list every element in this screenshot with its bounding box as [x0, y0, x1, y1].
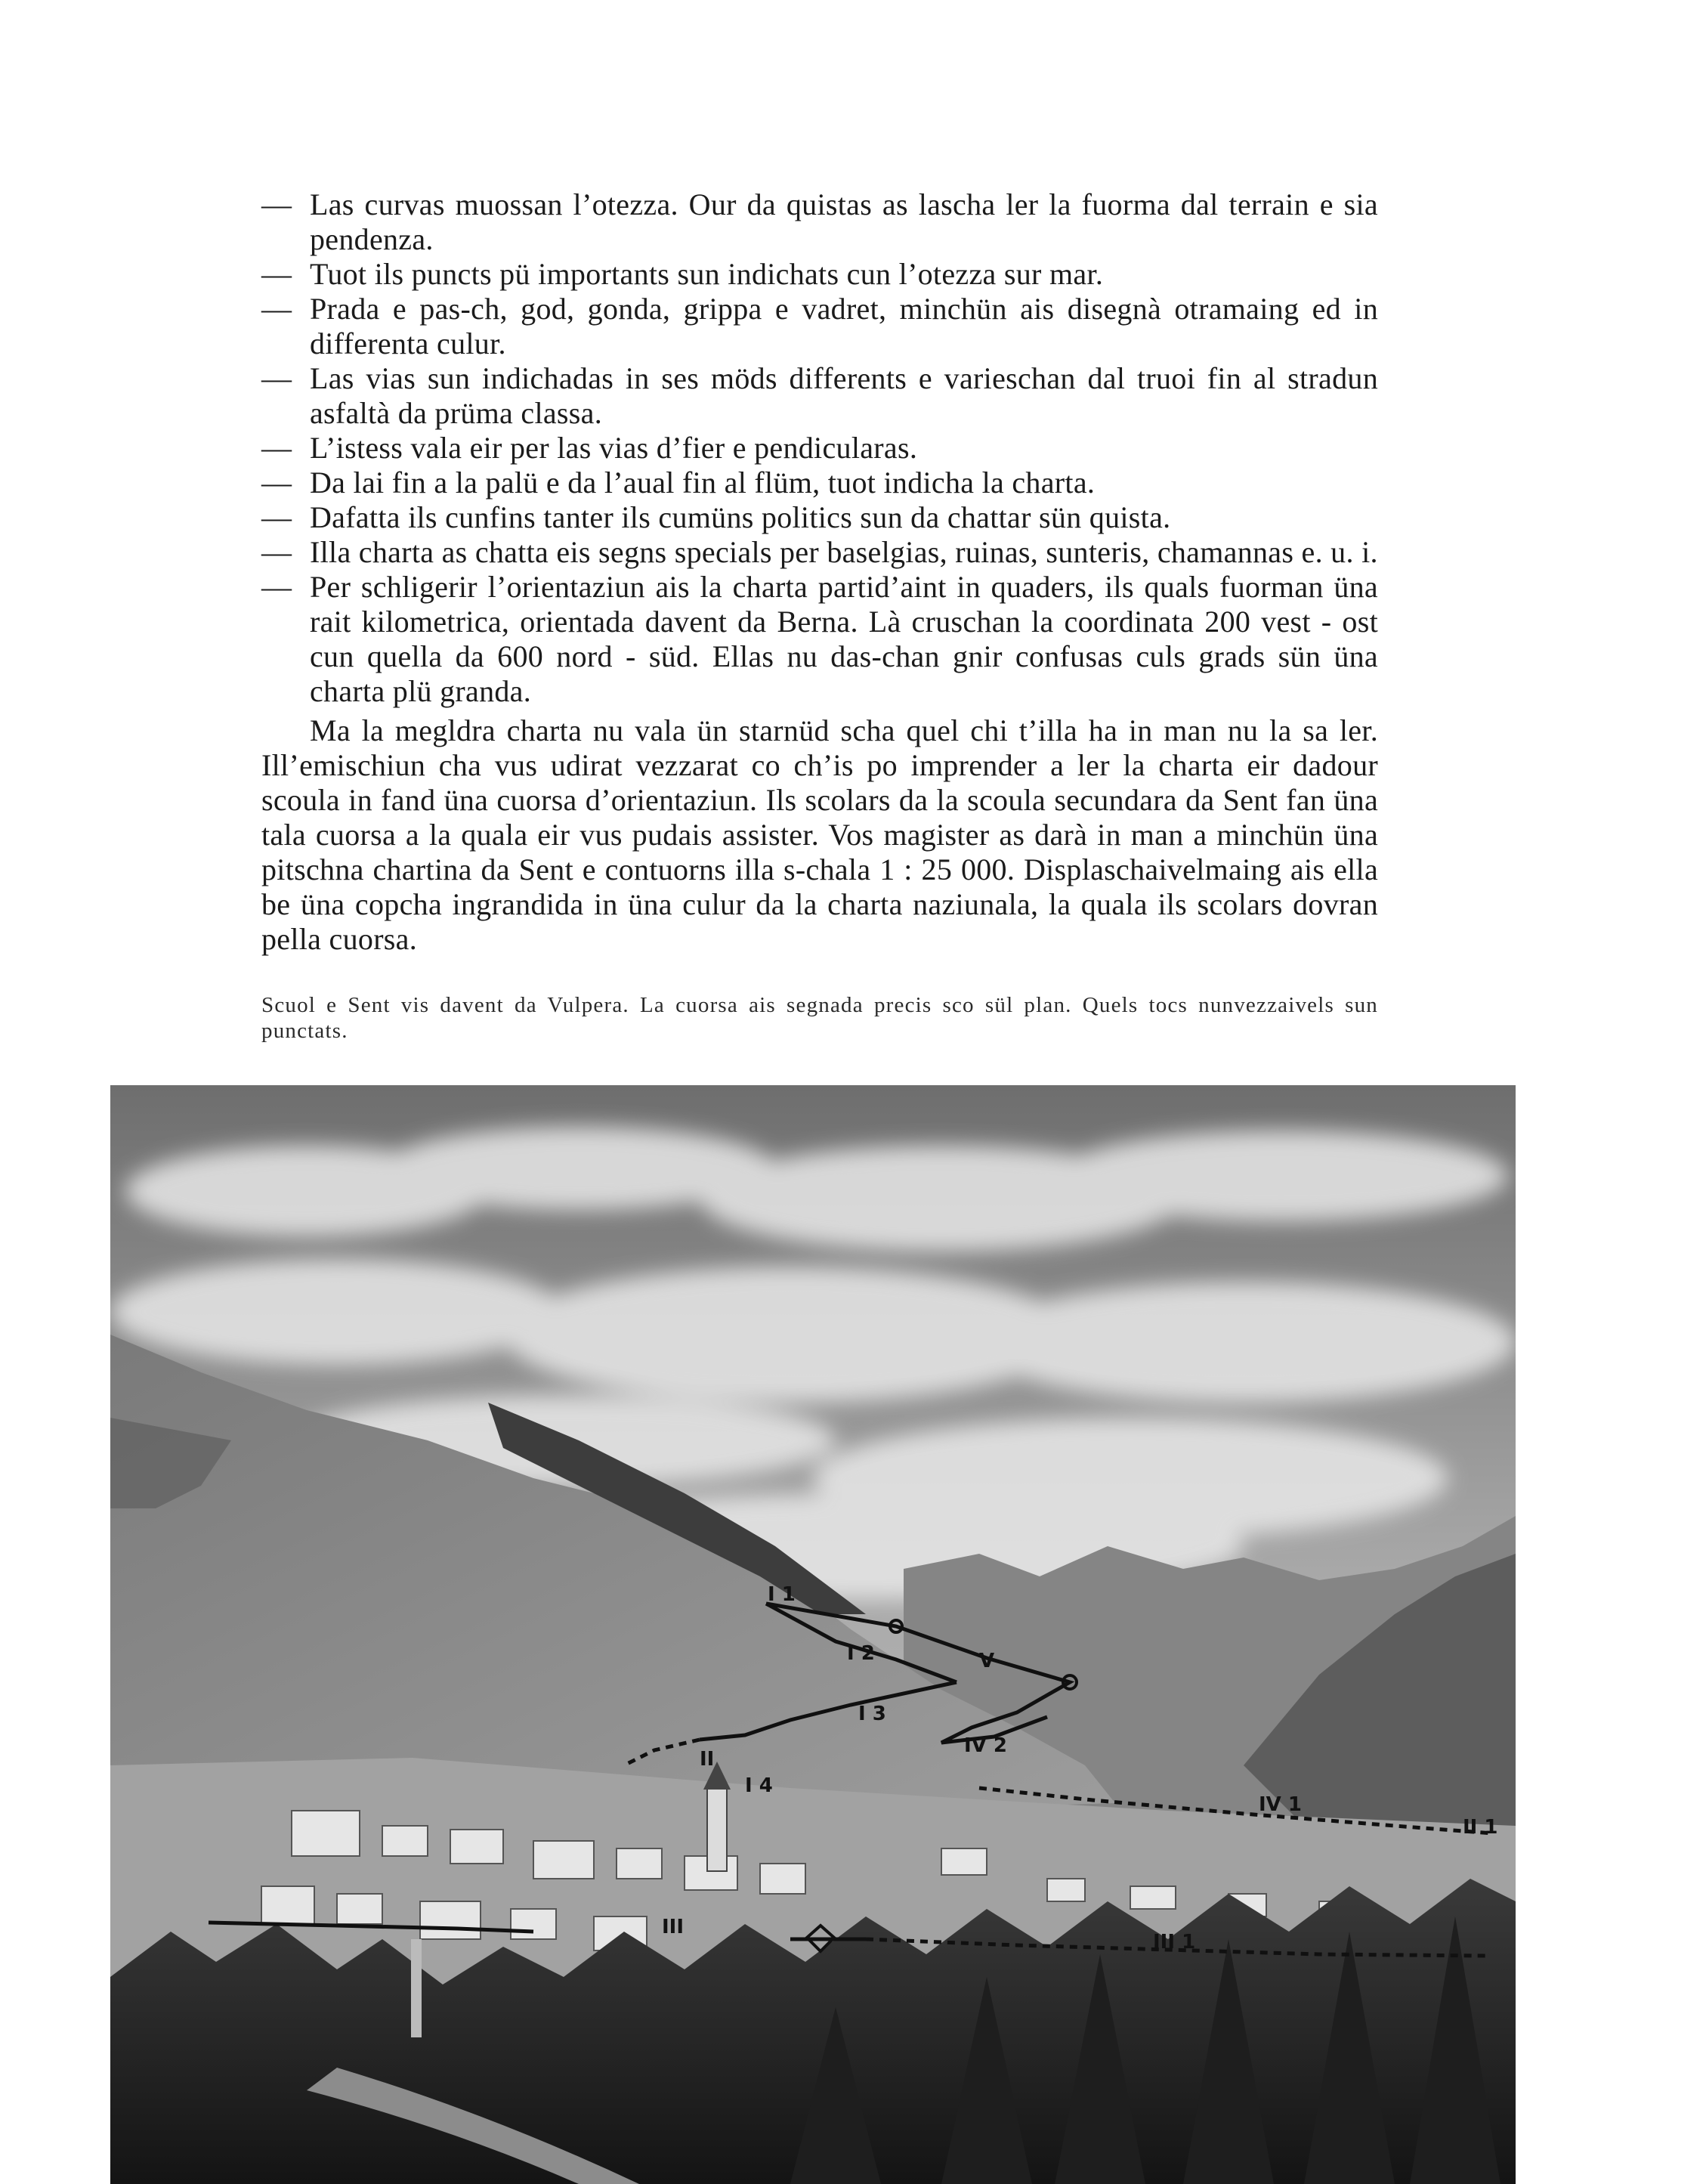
- route-label: I 4: [745, 1774, 773, 1797]
- bullet-text: Prada e pas-ch, god, gonda, grippa e vadret, minchün ais disegnà otramaing ed in differenta culur.: [310, 292, 1378, 360]
- bullet-item: [261, 570, 1378, 709]
- bridge-pillar: [411, 1939, 422, 2037]
- bullet-dash: —: [261, 466, 292, 500]
- bullet-item: [261, 466, 1378, 500]
- photo-caption: Scuol e Sent vis davent da Vulpera. La cuorsa ais segnada precis sco sül plan. Quels tocs nunvezzaivels sun punctats.: [261, 993, 1378, 1043]
- bullet-item: [261, 257, 1378, 292]
- bullet-text: Tuot ils puncts pü importants sun indichats cun l’otezza sur mar.: [310, 257, 1104, 291]
- landscape-photo-drawing: [110, 1085, 1516, 2184]
- route-label: III 1: [1153, 1931, 1196, 1954]
- route-label: V: [979, 1650, 995, 1672]
- bullet-dash: —: [261, 570, 292, 604]
- bullet-text: Illa charta as chatta eis segns specials per baselgias, ruinas, sunteris, chamannas e. u. i.: [310, 535, 1378, 569]
- body-paragraph: Ma la megldra charta nu vala ün starnüd scha quel chi t’illa ha in man nu la sa ler. Ill’emischiun cha vus udirat vezzarat co ch’is po imprender a ler la charta eir dadour scoula in fand üna cuorsa d’orientaziun. Ils scolars da la scoula secundara da Sent fan üna tala cuorsa a la quala eir vus pudais assister. Vos magister as darà in man a minchün üna pitschna chartina da Sent e contuorns illa s-chala 1 : 25 000. Displaschaivelmaing ais ella be üna copcha ingrandida in üna culur da la charta naziunala, la quala ils scolars dovran pella cuorsa.: [261, 713, 1378, 956]
- bullet-dash: —: [261, 292, 292, 326]
- bullet-text: Dafatta ils cunfins tanter ils cumüns politics sun da chattar sün quista.: [310, 500, 1171, 534]
- route-label: I 2: [847, 1642, 875, 1665]
- bullet-text: Per schligerir l’orientaziun ais la charta partid’aint in quaders, ils quals fuorman üna rait kilometrica, orientada davent da Berna. Là cruschan la coordinata 200 vest - ost cun quella da 600 nord - süd. Ellas nu das-chan gnir confusas culs grads sün üna charta plü granda.: [310, 570, 1378, 708]
- bullet-item: [261, 431, 1378, 466]
- route-label: II 1: [1463, 1816, 1498, 1839]
- bullet-item: [261, 535, 1378, 570]
- bullet-text: Las vias sun indichadas in ses möds differents e varieschan dal truoi fin al stradun asfaltà da prüma classa.: [310, 361, 1378, 430]
- bullet-dash: —: [261, 431, 292, 465]
- route-label: I 1: [768, 1583, 796, 1606]
- body-text: [261, 187, 1378, 957]
- landscape-photo: [110, 1085, 1516, 2184]
- bullet-item: [261, 361, 1378, 431]
- bullet-text: L’istess vala eir per las vias d’fier e pendicularas.: [310, 431, 918, 465]
- bullet-dash: —: [261, 500, 292, 534]
- bullet-text: Las curvas muossan l’otezza. Our da quistas as lascha ler la fuorma dal terrain e sia pendenza.: [310, 187, 1378, 256]
- bullet-dash: —: [261, 361, 292, 395]
- route-label: IV 1: [1259, 1793, 1302, 1816]
- bullet-item: [261, 500, 1378, 535]
- bullet-item: [261, 292, 1378, 361]
- church-tower: [707, 1788, 727, 1871]
- bullet-dash: —: [261, 187, 292, 221]
- route-label: I 3: [858, 1703, 886, 1725]
- route-label: III: [662, 1916, 685, 1938]
- bullet-dash: —: [261, 535, 292, 569]
- route-label: II: [700, 1748, 715, 1771]
- route-label: IV 2: [964, 1734, 1007, 1757]
- bullet-item: [261, 187, 1378, 257]
- bullet-text: Da lai fin a la palü e da l’aual fin al flüm, tuot indicha la charta.: [310, 466, 1096, 500]
- bullet-dash: —: [261, 257, 292, 291]
